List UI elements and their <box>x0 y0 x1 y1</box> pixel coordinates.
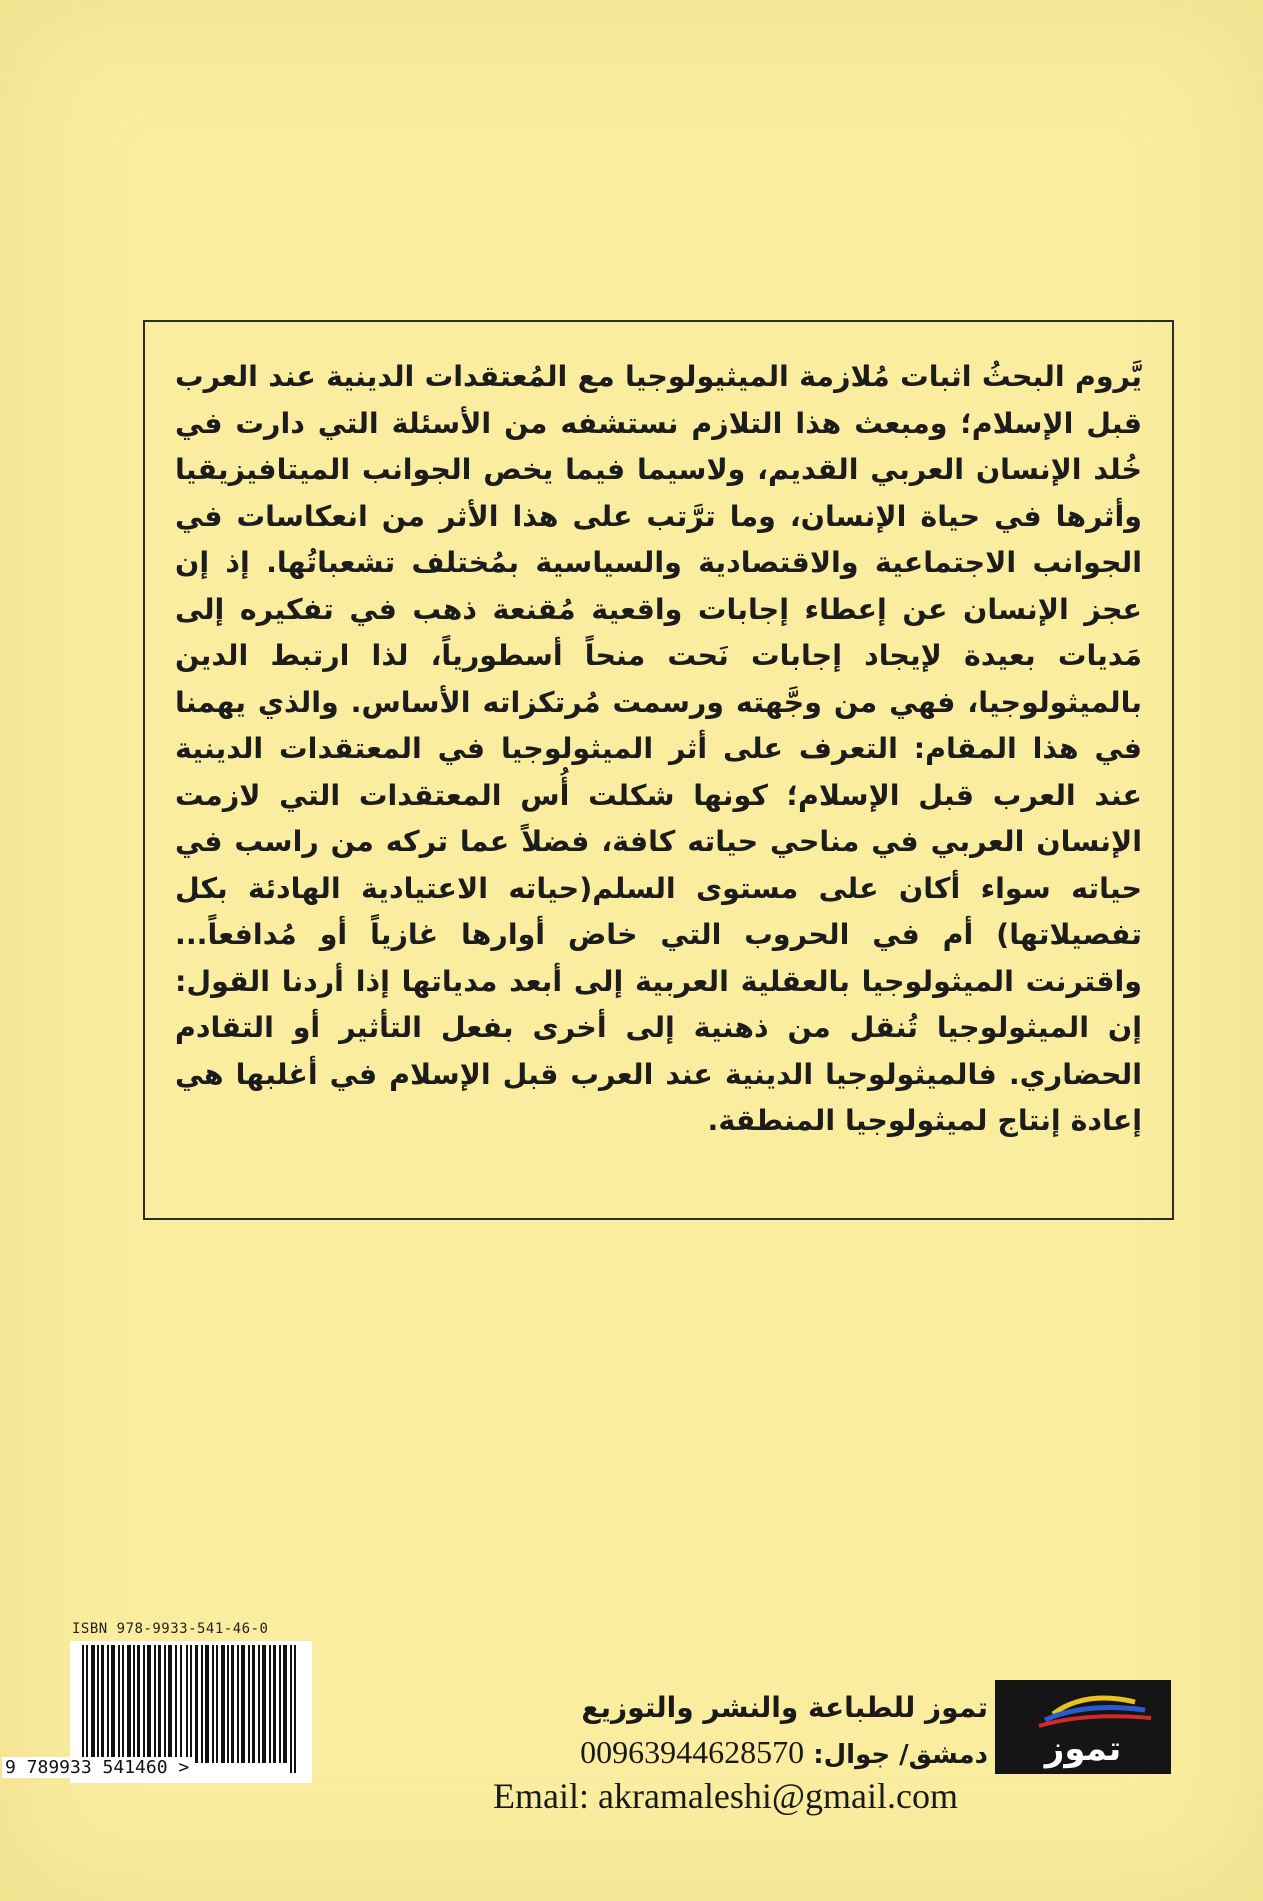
phone-number: 00963944628570 <box>580 1734 805 1770</box>
phone-label: دمشق/ جوال: <box>813 1740 988 1770</box>
publisher-logo <box>995 1680 1171 1774</box>
publisher-email: Email: akramaleshi@gmail.com <box>493 1776 959 1816</box>
blurb-paragraph: يَّروم البحثُ اثبات مُلازمة الميثيولوجيا مع المُعتقدات الدينية عند العرب قبل الإسلام؛ ومبعث هذا التلازم نستشفه من الأسئلة التي دارت في خُلد الإنسان العربي القديم، ولاسيما فيما يخص الجوانب الميتافيزيقيا وأثرها في حياة الإنسان، وما ترَّتب على هذا الأثر من انعكاسات في الجوانب الاجتماعية والاقتصادية والسياسية بمُختلف تشعباتُها. إذ إن عجز الإنسان عن إعطاء إجابات واقعية مُقنعة ذهب في تفكيره إلى مَديات بعيدة لإيجاد إجابات نَحت منحاً أسطورياً، لذا ارتبط الدين بالميثولوجيا، فهي من وجَّهته ورسمت مُرتكزاته الأساس. والذي يهمنا في هذا المقام: التعرف على أثر الميثولوجيا في المعتقدات الدينية عند العرب قبل الإسلام؛ كونها شكلت أُس المعتقدات التي لازمت الإنسان العربي في مناحي حياته كافة، فضلاً عما تركه من راسب في حياته سواء أكان على مستوى السلم(حياته الاعتيادية الهادئة بكل تفصيلاتها) أم في الحروب التي خاض أوارها غازياً أو مُدافعاً... واقترنت الميثولوجيا بالعقلية العربية إلى أبعد مدياتها إذا أردنا القول: إن الميثولوجيا تُنقل من ذهنية إلى أخرى بفعل التأثير أو التقادم الحضاري. فالميثولوجيا الدينية عند العرب قبل الإسلام في أغلبها هي إعادة إنتاج لميثولوجيا المنطقة. <box>175 360 1142 1137</box>
publisher-info <box>580 1688 988 1775</box>
publisher-phone-line <box>580 1732 988 1775</box>
isbn-label: ISBN 978-9933-541-46-0 <box>72 1621 269 1637</box>
logo-text: تموز <box>1044 1729 1122 1769</box>
blurb-frame <box>143 320 1174 1220</box>
publisher-name: تموز للطباعة والنشر والتوزيع <box>581 1691 988 1724</box>
barcode-digits: 9 789933 541460 > <box>2 1757 192 1778</box>
